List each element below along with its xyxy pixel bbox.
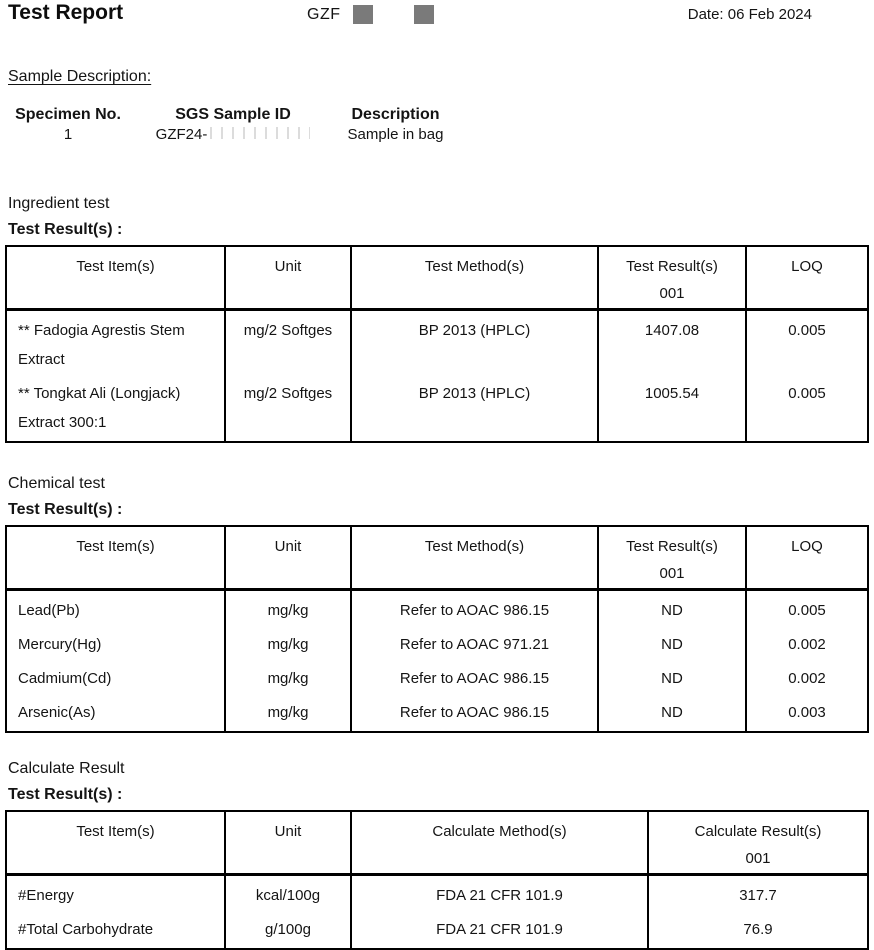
redaction-block-icon xyxy=(353,5,373,24)
redaction-block-icon xyxy=(414,5,434,24)
page-title: Test Report xyxy=(8,1,124,24)
col-header-loq: LOQ xyxy=(746,526,868,590)
table-row xyxy=(6,693,868,732)
col-header-unit: Unit xyxy=(225,526,351,590)
cell-test-item: #Total Carbohydrate xyxy=(6,910,225,949)
cell-loq: 0.002 xyxy=(746,659,868,693)
cell-test-result: ND xyxy=(598,659,746,693)
cell-test-item: ** Tongkat Ali (Longjack) Extract 300:1 xyxy=(6,374,225,442)
cell-unit: mg/2 Softges xyxy=(225,310,351,375)
redacted-sample-id xyxy=(210,127,310,139)
cell-unit: mg/2 Softges xyxy=(225,374,351,442)
cell-test-item: ** Fadogia Agrestis Stem Extract xyxy=(6,310,225,375)
col-header-result-sub: 001 xyxy=(745,850,771,867)
cell-test-item: #Energy xyxy=(6,875,225,911)
col-header-test-result-label: Test Result(s) xyxy=(626,258,718,275)
cell-unit: kcal/100g xyxy=(225,875,351,911)
description-value: Sample in bag xyxy=(347,126,444,143)
cell-test-method: Refer to AOAC 986.15 xyxy=(351,693,598,732)
cell-test-item: Mercury(Hg) xyxy=(6,625,225,659)
cell-unit: mg/kg xyxy=(225,693,351,732)
calculate-section-title: Calculate Result xyxy=(8,760,125,777)
col-header-result-sub: 001 xyxy=(659,285,685,302)
table-row xyxy=(6,590,868,626)
chemical-test-table xyxy=(5,525,869,733)
report-code-group xyxy=(307,5,434,24)
col-header-calculate-result-label: Calculate Result(s) xyxy=(694,823,822,840)
col-header-calculate-result xyxy=(648,811,868,875)
sample-description-heading: Sample Description: xyxy=(8,68,152,85)
cell-calculate-method: FDA 21 CFR 101.9 xyxy=(351,875,648,911)
table-row xyxy=(6,659,868,693)
col-header-unit: Unit xyxy=(225,811,351,875)
cell-calculate-result: 76.9 xyxy=(648,910,868,949)
description-column xyxy=(328,106,463,143)
table-row xyxy=(6,310,868,375)
col-header-test-result xyxy=(598,246,746,310)
specimen-no-header: Specimen No. xyxy=(15,106,121,123)
cell-calculate-result: 317.7 xyxy=(648,875,868,911)
table-header-row xyxy=(6,526,868,590)
table-header-row xyxy=(6,246,868,310)
table-row xyxy=(6,374,868,442)
cell-unit: mg/kg xyxy=(225,625,351,659)
report-date: Date: 06 Feb 2024 xyxy=(687,6,812,23)
chemical-result-label: Test Result(s) : xyxy=(8,501,123,518)
calculate-result-label: Test Result(s) : xyxy=(8,786,123,803)
cell-loq: 0.005 xyxy=(746,310,868,375)
table-row xyxy=(6,910,868,949)
specimen-no-value: 1 xyxy=(63,126,73,143)
cell-test-method: Refer to AOAC 986.15 xyxy=(351,659,598,693)
col-header-unit: Unit xyxy=(225,246,351,310)
cell-unit: mg/kg xyxy=(225,659,351,693)
col-header-loq: LOQ xyxy=(746,246,868,310)
col-header-test-item: Test Item(s) xyxy=(6,526,225,590)
col-header-test-result-label: Test Result(s) xyxy=(626,538,718,555)
ingredient-section-title: Ingredient test xyxy=(8,195,110,212)
cell-test-method: BP 2013 (HPLC) xyxy=(351,374,598,442)
cell-loq: 0.003 xyxy=(746,693,868,732)
cell-test-result: ND xyxy=(598,625,746,659)
sample-id-prefix: GZF24- xyxy=(155,126,208,143)
sample-description-table xyxy=(8,106,874,143)
sgs-sample-id-column xyxy=(138,106,328,143)
cell-unit: mg/kg xyxy=(225,590,351,626)
col-header-calculate-method: Calculate Method(s) xyxy=(351,811,648,875)
report-code: GZF xyxy=(307,5,341,23)
cell-unit: g/100g xyxy=(225,910,351,949)
cell-test-result: 1005.54 xyxy=(598,374,746,442)
cell-test-method: BP 2013 (HPLC) xyxy=(351,310,598,375)
specimen-no-column xyxy=(8,106,128,143)
report-header xyxy=(0,0,874,30)
cell-loq: 0.005 xyxy=(746,590,868,626)
cell-test-method: Refer to AOAC 986.15 xyxy=(351,590,598,626)
description-header: Description xyxy=(351,106,440,123)
sgs-sample-id-value xyxy=(138,126,328,143)
cell-calculate-method: FDA 21 CFR 101.9 xyxy=(351,910,648,949)
cell-test-method: Refer to AOAC 971.21 xyxy=(351,625,598,659)
table-row xyxy=(6,625,868,659)
cell-test-item: Cadmium(Cd) xyxy=(6,659,225,693)
sgs-sample-id-header: SGS Sample ID xyxy=(175,106,291,123)
table-row xyxy=(6,875,868,911)
chemical-section-title: Chemical test xyxy=(8,475,105,492)
cell-test-item: Arsenic(As) xyxy=(6,693,225,732)
cell-test-result: 1407.08 xyxy=(598,310,746,375)
cell-loq: 0.005 xyxy=(746,374,868,442)
col-header-result-sub: 001 xyxy=(659,565,685,582)
cell-test-result: ND xyxy=(598,693,746,732)
calculate-result-table xyxy=(5,810,869,950)
cell-test-item: Lead(Pb) xyxy=(6,590,225,626)
table-header-row xyxy=(6,811,868,875)
ingredient-test-table xyxy=(5,245,869,443)
ingredient-result-label: Test Result(s) : xyxy=(8,221,123,238)
cell-test-result: ND xyxy=(598,590,746,626)
col-header-test-method: Test Method(s) xyxy=(351,246,598,310)
col-header-test-item: Test Item(s) xyxy=(6,246,225,310)
col-header-test-item: Test Item(s) xyxy=(6,811,225,875)
col-header-test-result xyxy=(598,526,746,590)
cell-loq: 0.002 xyxy=(746,625,868,659)
col-header-test-method: Test Method(s) xyxy=(351,526,598,590)
